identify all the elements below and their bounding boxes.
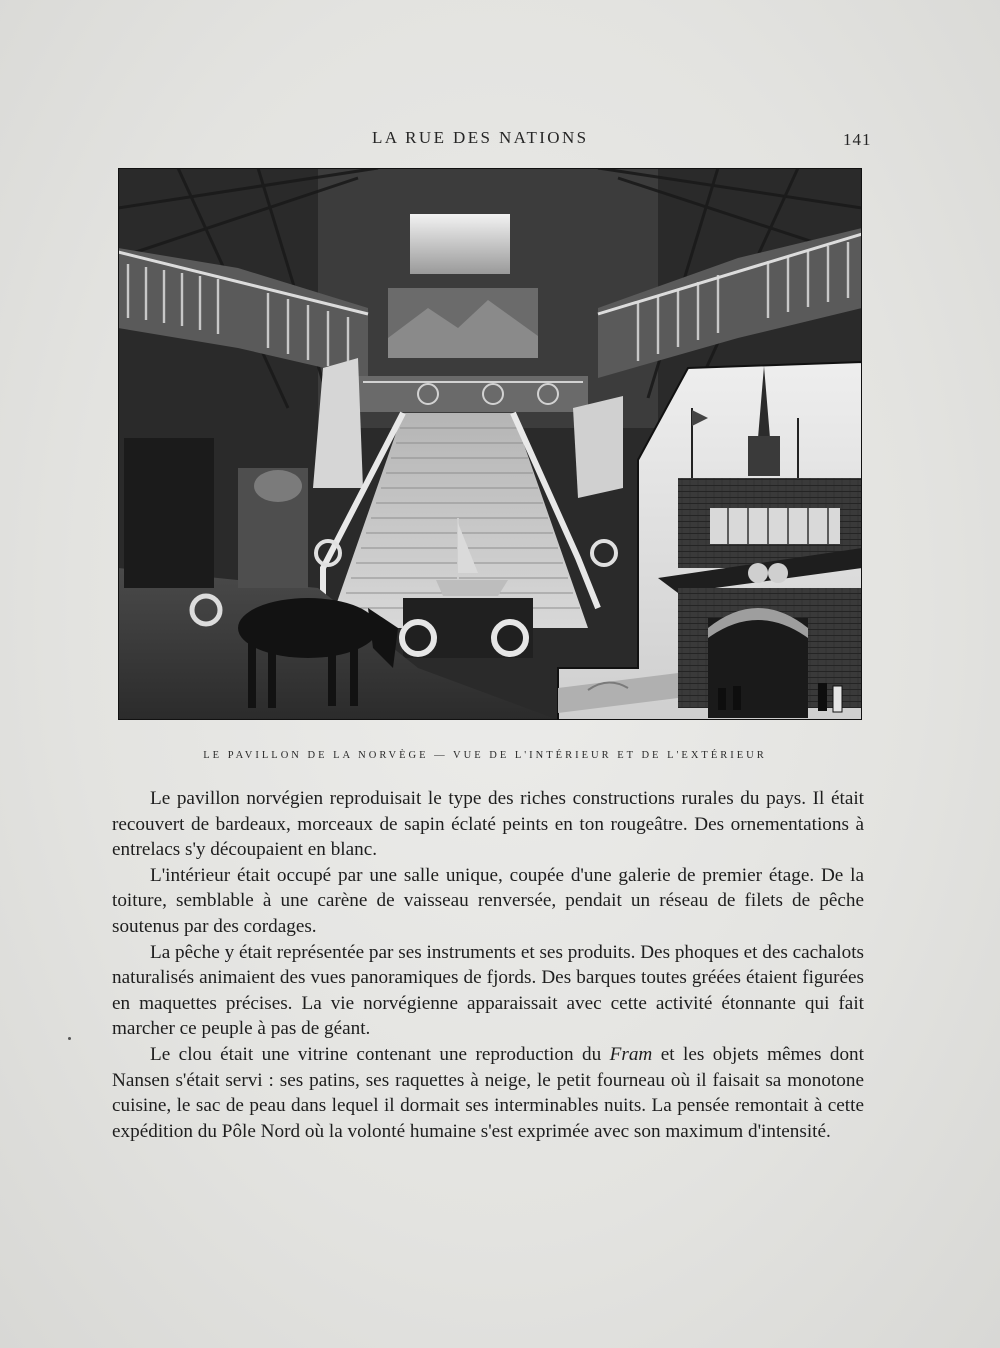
photo-plate [118,168,862,720]
body-text [112,786,864,1144]
pavilion-photograph [118,168,862,720]
skylight [410,214,510,274]
paragraph-1: Le pavillon norvégien reproduisait le type des riches constructions rurales du pays. Il était recouvert de bardeaux, morceaux de sapin éclaté peints en ton rougeâtre. Des ornementations à entrelacs s'y découpaient en blanc. [112,788,864,861]
ink-speck [68,1037,71,1040]
paragraph-4-start: Le clou était une vitrine contenant une reproduction du [150,1043,610,1065]
paragraph-4-end: et les objets mêmes dont Nansen s'était servi : ses patins, ses raquettes à neige, le petit fourneau où il faisait sa monotone cuisine, le sac de peau dans lequel il dormait ses interminables nuits. La pensée remontait à cette expédition du Pôle Nord où la volonté humaine s'est exprimée avec son maximum d'intensité. [112,1043,864,1142]
paragraph-4 [112,1042,864,1144]
figure-caption: LE PAVILLON DE LA NORVÈGE — VUE DE L'INTÉRIEUR ET DE L'EXTÉRIEUR [203,750,767,761]
norway-pavilion-building [658,478,862,718]
sail-right [573,396,623,498]
paragraph-2: L'intérieur était occupé par une salle unique, coupée d'une galerie de premier étage. De la toiture, semblable à une carène de vaisseau renversée, pendait un réseau de filets de pêche soutenus par des cordages. [112,864,864,937]
running-head [0,128,1000,152]
ship-name-fram: Fram [609,1043,653,1065]
running-title: LA RUE DES NATIONS [372,128,589,147]
page-number: 141 [843,130,872,149]
paragraph-3: La pêche y était représentée par ses instruments et ses produits. Des phoques et des cachalots naturalisés animaient des vues panoramiques de fjords. Des barques toutes gréées étaient figurées en maquettes précises. La vie norvégienne apparaissait avec cette activité étonnante qui fait marcher ce peuple à pas de géant. [112,941,864,1040]
